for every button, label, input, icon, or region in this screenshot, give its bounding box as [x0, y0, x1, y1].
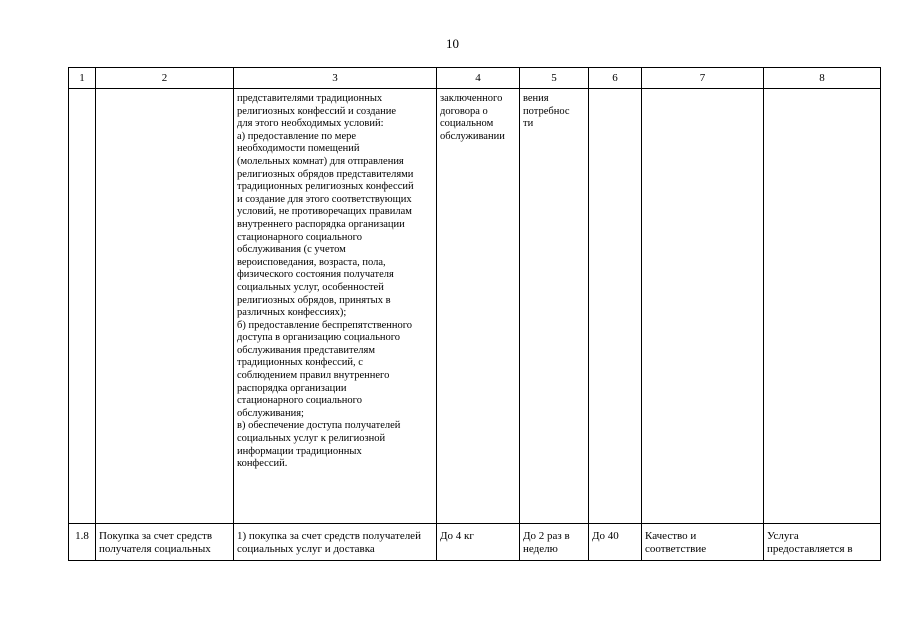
cell-text-line: различных конфессиях); — [237, 307, 347, 319]
cell-text-line: Услуга — [767, 530, 799, 542]
row-b-col-5 — [520, 524, 589, 561]
cell-text-line: доступа в организацию социального — [237, 332, 401, 344]
cell-text-line: условий, не противоречащих правилам — [237, 206, 412, 218]
cell-text-line: физического состояния получателя — [237, 269, 394, 281]
cell-text-line: 1) покупка за счет средств получателей — [237, 530, 421, 542]
cell-text-line: традиционных конфессий, с — [237, 357, 363, 369]
table-header-row — [69, 68, 881, 89]
cell-text-line: религиозных конфессий и создание — [237, 105, 397, 117]
cell-text-line: обслуживания; — [237, 407, 304, 419]
cell-text-line: а) предоставление по мере — [237, 130, 357, 142]
cell-text-line: До 4 кг — [440, 530, 474, 542]
cell-text-line: вероисповедания, возраста, пола, — [237, 256, 386, 268]
cell-text-line: соответствие — [645, 543, 707, 555]
row-b-col-7 — [642, 524, 764, 561]
header-col-8: 8 — [764, 68, 881, 89]
cell-text-line: необходимости помещений — [237, 143, 360, 155]
cell-text-line: стационарного социального — [237, 395, 362, 407]
table-row — [69, 524, 881, 561]
cell-text-line: внутреннего распорядка организации — [237, 218, 405, 230]
row-b-col-4 — [437, 524, 520, 561]
cell-text-line: и создание для этого соответствующих — [237, 193, 412, 205]
row-b-col-6 — [589, 524, 642, 561]
row-b-col-3 — [234, 524, 437, 561]
row-a-col-1 — [69, 89, 96, 524]
cell-text-line: получателя социальных — [99, 543, 211, 555]
row-a-col-5 — [520, 89, 589, 524]
services-table — [68, 67, 881, 561]
cell-text-line: обслуживании — [440, 130, 505, 142]
cell-text-line: До 2 раз в — [523, 530, 570, 542]
header-col-3: 3 — [234, 68, 437, 89]
header-col-5: 5 — [520, 68, 589, 89]
cell-text-line: информации традиционных — [237, 445, 362, 457]
header-col-7: 7 — [642, 68, 764, 89]
cell-text-line: религиозных обрядов представителями — [237, 168, 414, 180]
cell-text-line: стационарного социального — [237, 231, 362, 243]
cell-text-line: социальном — [440, 118, 494, 130]
row-b-col-2 — [96, 524, 234, 561]
cell-text-line: договора о — [440, 105, 488, 117]
cell-text-line: предоставляется в — [767, 543, 853, 555]
header-col-6: 6 — [589, 68, 642, 89]
cell-text-line: социальных услуг к религиозной — [237, 433, 386, 445]
cell-text-line: вения — [523, 93, 549, 104]
row-a-col-2 — [96, 89, 234, 524]
row-a-col-7 — [642, 89, 764, 524]
cell-text-line: для этого необходимых условий: — [237, 118, 384, 130]
cell-text-line: неделю — [523, 543, 558, 555]
header-col-1: 1 — [69, 68, 96, 89]
cell-text-line: Покупка за счет средств — [99, 530, 213, 542]
cell-text-line: в) обеспечение доступа получателей — [237, 420, 401, 432]
cell-text-line: представителями традиционных — [237, 93, 383, 104]
cell-text-line: религиозных обрядов, принятых в — [237, 294, 391, 306]
cell-text-line: социальных услуг, особенностей — [237, 281, 384, 293]
header-col-4: 4 — [437, 68, 520, 89]
cell-text-line: обслуживания представителям — [237, 344, 375, 356]
cell-text-line: (молельных комнат) для отправления — [237, 155, 404, 167]
row-a-col-8 — [764, 89, 881, 524]
cell-text-line: традиционных религиозных конфессий — [237, 181, 414, 193]
cell-text-line: До 40 — [592, 530, 619, 542]
cell-text-line: обслуживания (с учетом — [237, 244, 346, 256]
cell-text-line: б) предоставление беспрепятственного — [237, 319, 413, 331]
cell-text-line: социальных услуг и доставка — [237, 543, 375, 555]
cell-text-line: Качество и — [645, 530, 697, 542]
table-row — [69, 89, 881, 524]
cell-text-line: распорядка организации — [237, 382, 347, 394]
page-number: 10 — [446, 36, 459, 51]
cell-text-line: ти — [523, 118, 534, 130]
row-b-col-8 — [764, 524, 881, 561]
cell-text-line: соблюдением правил внутреннего — [237, 370, 390, 382]
cell-text-line: заключенного — [440, 93, 503, 104]
cell-text-line: потребнос — [523, 105, 570, 117]
cell-text-line: конфессий. — [237, 458, 288, 470]
row-a-col-4 — [437, 89, 520, 524]
row-b-col-1: 1.8 — [69, 524, 96, 561]
header-col-2: 2 — [96, 68, 234, 89]
row-a-col-6 — [589, 89, 642, 524]
row-a-col-3 — [234, 89, 437, 524]
